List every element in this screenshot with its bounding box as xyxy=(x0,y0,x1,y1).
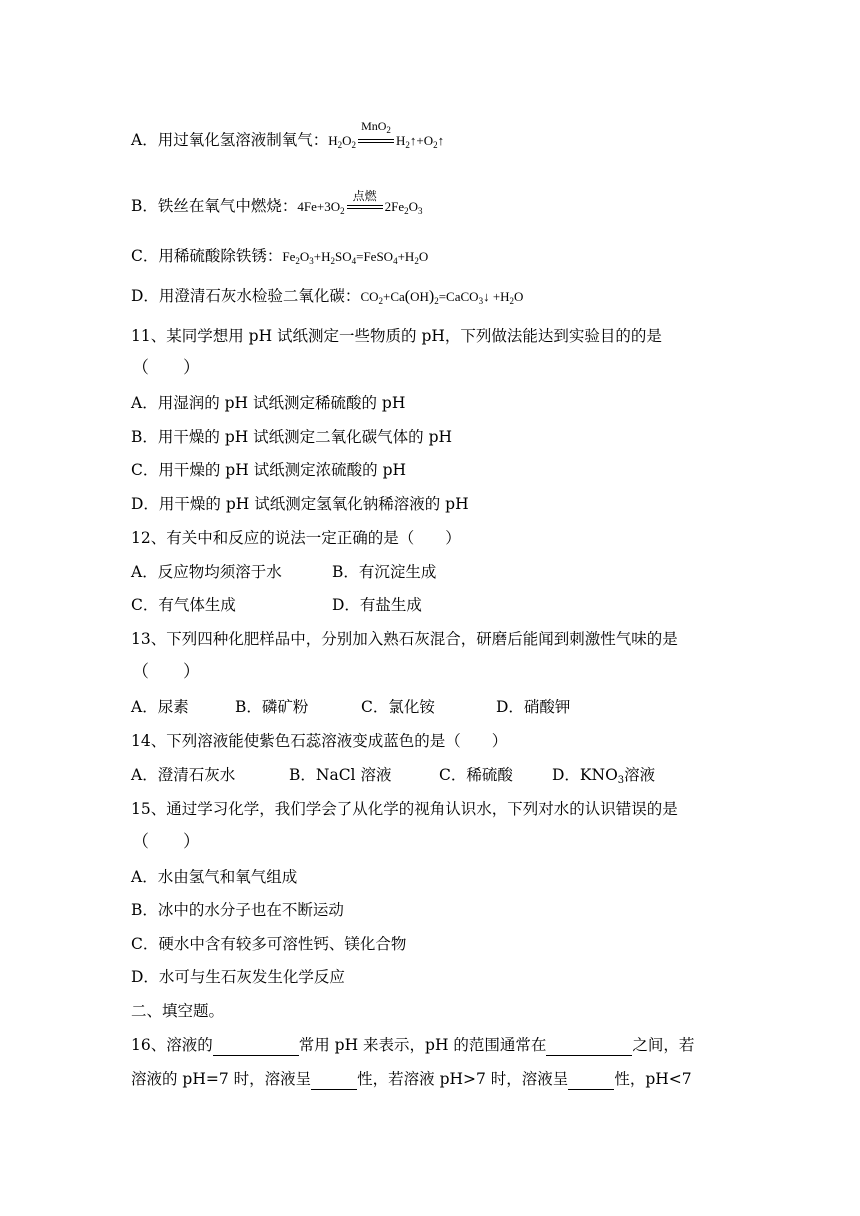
q12-options-row2 xyxy=(131,594,422,616)
q10-option-c xyxy=(131,245,428,272)
q10-option-d-text: D．用澄清石灰水检验二氧化碳： xyxy=(131,287,361,305)
q14-option-b: B．NaCl 溶液 xyxy=(289,766,392,784)
q10-option-a-text: A．用过氧化氢溶液制氧气： xyxy=(131,131,329,149)
q12-options-row1 xyxy=(131,561,437,583)
q15-option-a: A．水由氢气和氧气组成 xyxy=(131,868,298,886)
q13-option-c: C．氯化铵 xyxy=(361,698,435,716)
q11-option-b: B．用干燥的 pH 试纸测定二氧化碳气体的 pH xyxy=(131,428,453,446)
q12-option-b: B．有沉淀生成 xyxy=(332,563,437,581)
q14-stem: 14、下列溶液能使紫色石蕊溶液变成蓝色的是（ ） xyxy=(131,732,508,750)
q15-option-c: C．硬水中含有较多可溶性钙、镁化合物 xyxy=(131,935,407,953)
q10-option-c-text: C．用稀硫酸除铁锈： xyxy=(131,247,283,265)
q13-stem: 13、下列四种化肥样品中，分别加入熟石灰混合，研磨后能闻到刺激性气味的是 xyxy=(131,630,678,648)
q14-option-d: D．$KNO_3$溶液 xyxy=(552,766,656,786)
q11-option-c: C．用干燥的 pH 试纸测定浓硫酸的 pH xyxy=(131,461,407,479)
q13-options xyxy=(131,696,571,718)
q13-option-b: B．磷矿粉 xyxy=(235,698,309,716)
q10-option-b-text: B．铁丝在氧气中燃烧： xyxy=(131,197,298,215)
q14-option-c: C．稀硫酸 xyxy=(439,766,513,784)
answer-blank[interactable] xyxy=(568,1071,614,1090)
q13-option-a: A．尿素 xyxy=(131,698,189,716)
answer-blank[interactable] xyxy=(546,1037,632,1056)
q15-stem: 15、通过学习化学，我们学会了从化学的视角认识水，下列对水的认识错误的是 xyxy=(131,800,678,818)
q13-option-d: D．硝酸钾 xyxy=(496,698,571,716)
q12-stem: 12、有关中和反应的说法一定正确的是（ ） xyxy=(131,529,461,547)
q16-line2: 溶液的 pH=7 时，溶液呈 性，若溶液 pH>7 时，溶液呈 性，pH<7 xyxy=(131,1070,692,1088)
q14-option-a: A．澄清石灰水 xyxy=(131,766,236,784)
q11-stem: 11、某同学想用 pH 试纸测定一些物质的 pH，下列做法能达到实验目的的是 xyxy=(131,327,662,345)
section-heading-fill-in: 二、填空题。 xyxy=(131,1002,225,1020)
q12-option-c: C．有气体生成 xyxy=(131,596,236,614)
q10-option-d-equation: $CO_2+Ca(OH)_2=CaCO_3↓ +H_2O$ xyxy=(360,288,524,306)
q10-option-a xyxy=(131,119,445,156)
q11-option-a: A．用湿润的 pH 试纸测定稀硫酸的 pH xyxy=(131,394,406,412)
q12-option-a: A．反应物均须溶于水 xyxy=(131,563,282,581)
q12-option-d: D．有盐生成 xyxy=(332,596,422,614)
reaction-condition: 点燃 xyxy=(347,205,383,209)
reaction-condition: MnO$_2$ xyxy=(358,139,394,143)
answer-blank[interactable] xyxy=(311,1071,357,1090)
q13-answer-paren: （ ） xyxy=(132,662,200,681)
q10-option-b-equation: $4Fe+3O_2$ 点燃 $2Fe_2O_3$ xyxy=(297,189,423,216)
q10-option-c-equation: $Fe_2O_3+H_2SO_4=FeSO_4+H_2O$ xyxy=(282,249,429,266)
q11-answer-paren: （ ） xyxy=(132,358,200,377)
q14-options xyxy=(131,764,656,786)
q16-line1: 16、溶液的 常用 pH 来表示，pH 的范围通常在 之间，若 xyxy=(131,1036,695,1054)
q10-option-b xyxy=(131,189,423,222)
q11-option-d: D．用干燥的 pH 试纸测定氢氧化钠稀溶液的 pH xyxy=(131,495,469,513)
q10-option-d xyxy=(131,285,523,312)
q10-option-a-equation: $H_2O_2$ MnO$_2$ $H_2↑+O_2↑$ xyxy=(328,119,445,150)
q15-option-d: D．水可与生石灰发生化学反应 xyxy=(131,968,345,986)
q15-answer-paren: （ ） xyxy=(132,832,200,851)
answer-blank[interactable] xyxy=(213,1037,299,1056)
q15-option-b: B．冰中的水分子也在不断运动 xyxy=(131,901,344,919)
